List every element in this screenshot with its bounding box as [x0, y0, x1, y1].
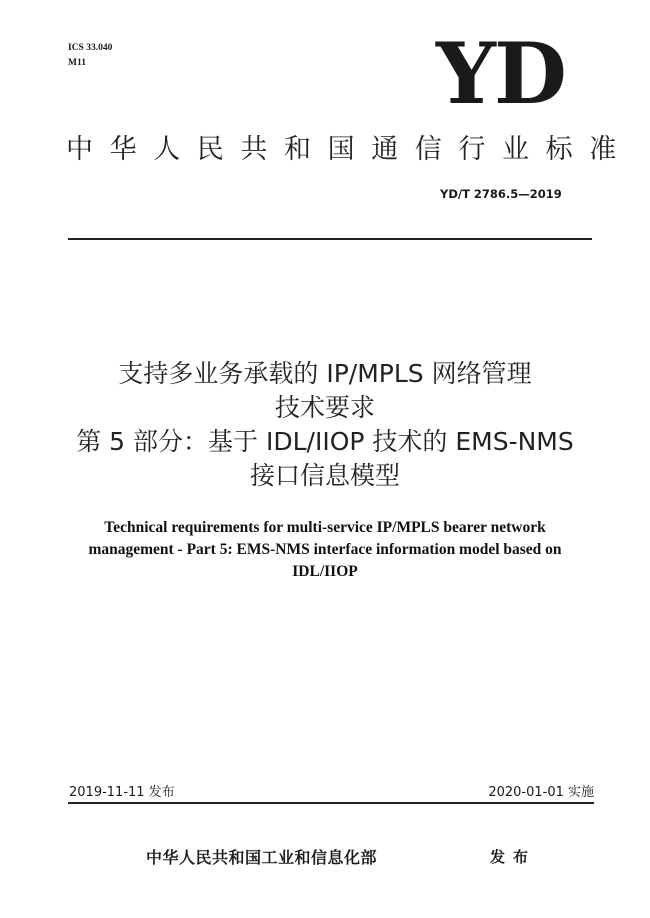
bottom-divider — [68, 802, 594, 804]
implement-date: 2020-01-01 实施 — [488, 785, 594, 800]
publish-label: 发布 — [490, 848, 537, 866]
yd-logo: YD — [436, 24, 565, 123]
chinese-title-line-3: 第 5 部分：基于 IDL/IIOP 技术的 EMS-NMS — [76, 427, 574, 456]
english-title-line-1: Technical requirements for multi-service IP/MPLS bearer network — [104, 519, 546, 536]
chinese-title-line-1: 支持多业务承载的 IP/MPLS 网络管理 — [118, 359, 532, 388]
english-title-line-2: management - Part 5: EMS-NMS interface information model based on — [88, 541, 562, 558]
classification-codes — [68, 41, 112, 71]
chinese-title-line-2: 技术要求 — [274, 393, 375, 422]
chinese-title — [40, 357, 610, 493]
ccs-code: M11 — [68, 58, 86, 68]
issue-date: 2019-11-11 发布 — [69, 785, 175, 800]
standard-number: YD/T 2786.5—2019 — [440, 187, 562, 201]
ics-code: ICS 33.040 — [68, 43, 113, 53]
org-title: 中华人民共和国通信行业标准 — [66, 134, 633, 165]
top-divider — [68, 238, 592, 240]
english-title-line-3: IDL/IIOP — [292, 563, 358, 580]
chinese-title-line-4: 接口信息模型 — [249, 461, 400, 490]
issuing-ministry: 中华人民共和国工业和信息化部 — [146, 848, 378, 867]
english-title — [45, 517, 605, 583]
